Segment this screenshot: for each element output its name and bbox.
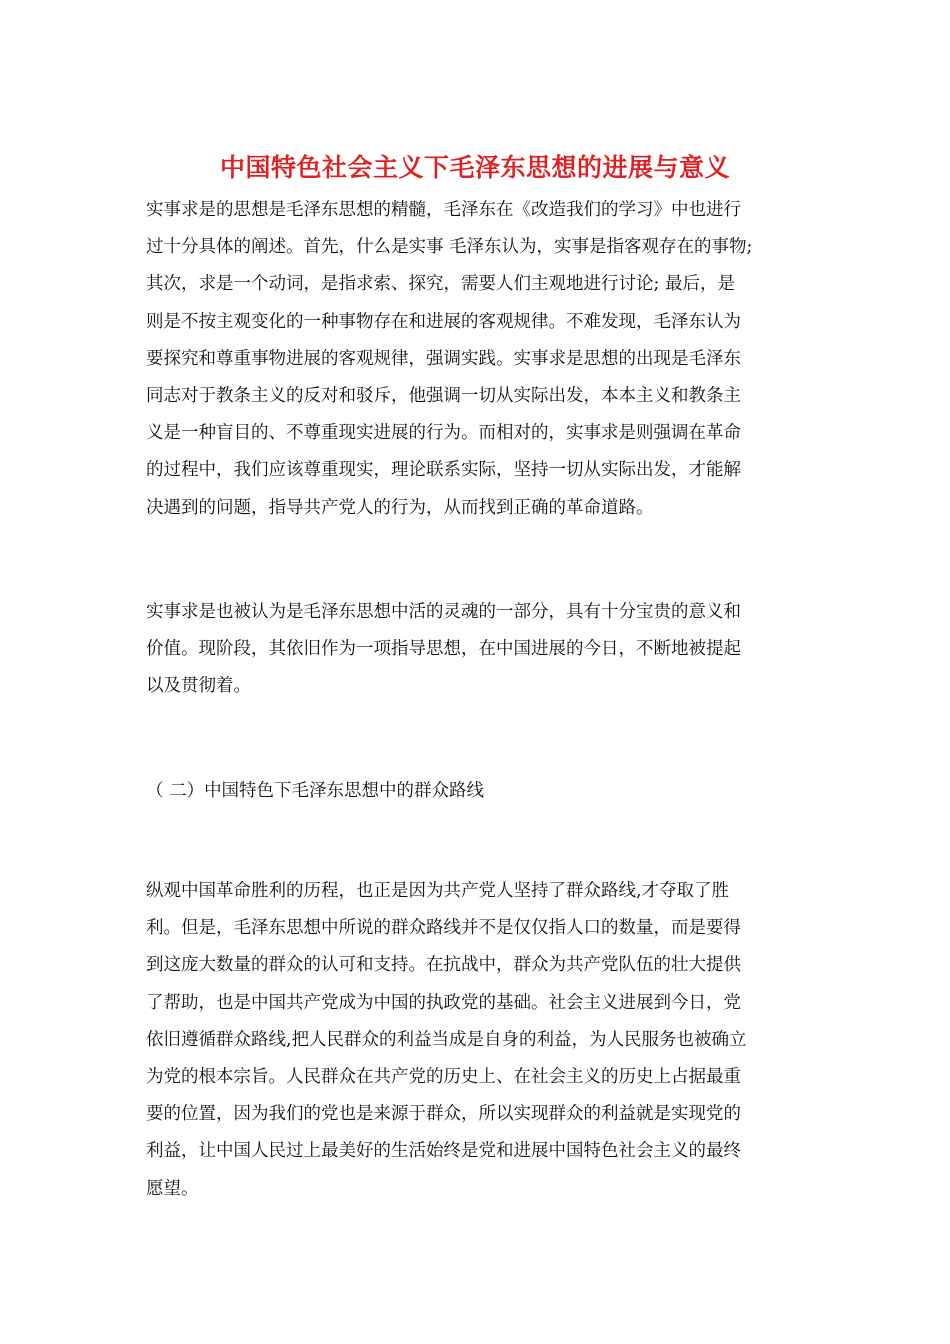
paragraph-2 — [146, 594, 812, 706]
paragraph-line: 到这庞大数量的群众的认可和支持。在抗战中，群众为共产党队伍的壮大提供 — [146, 955, 741, 976]
paragraph-line: 依旧遵循群众路线,把人民群众的利益当成是自身的利益，为人民服务也被确立 — [146, 1029, 747, 1050]
paragraph-line: 为党的根本宗旨。人民群众在共产党的历史上、在社会主义的历史上占据最重 — [146, 1067, 741, 1088]
paragraph-line: 利益，让中国人民过上最美好的生活始终是党和进展中国特色社会主义的最终 — [146, 1141, 741, 1162]
paragraph-line: 实事求是也被认为是毛泽东思想中活的灵魂的一部分，具有十分宝贵的意义和 — [146, 602, 741, 622]
paragraph-line: 的过程中，我们应该尊重现实，理论联系实际，坚持一切从实际出发，才能解 — [146, 460, 741, 481]
paragraph-line: 实事求是的思想是毛泽东思想的精髓，毛泽东在《改造我们的学习》中也进行 — [146, 200, 741, 220]
section-heading-text: （ 二）中国特色下毛泽东思想中的群众路线 — [146, 781, 485, 801]
paragraph-3 — [146, 873, 812, 1208]
paragraph-line: 要探究和尊重事物进展的客观规律，强调实践。实事求是思想的出现是毛泽东 — [146, 348, 741, 369]
paragraph-line: 纵观中国革命胜利的历程，也正是因为共产党人坚持了群众路线,才夺取了胜 — [146, 881, 730, 901]
paragraph-line: 其次，求是一个动词，是指求索、探究，需要人们主观地进行讨论; 最后，是 — [146, 274, 735, 295]
paragraph-line: 则是不按主观变化的一种事物存在和进展的客观规律。不难发现，毛泽东认为 — [146, 311, 741, 332]
paragraph-line: 愿望。 — [146, 1178, 199, 1199]
paragraph-1 — [146, 192, 812, 527]
section-heading — [146, 773, 812, 810]
paragraph-line: 了帮助，也是中国共产党成为中国的执政党的基础。社会主义进展到今日，党 — [146, 992, 741, 1013]
paragraph-line: 义是一种盲目的、不尊重现实进展的行为。而相对的，实事求是则强调在革命 — [146, 423, 741, 444]
document-title: 中国特色社会主义下毛泽东思想的进展与意义 — [219, 153, 730, 182]
paragraph-line: 要的位置，因为我们的党也是来源于群众，所以实现群众的利益就是实现党的 — [146, 1104, 741, 1125]
paragraph-line: 利。但是，毛泽东思想中所说的群众路线并不是仅仅指人口的数量，而是要得 — [146, 918, 741, 939]
paragraph-line: 价值。现阶段，其依旧作为一项指导思想，在中国进展的今日，不断地被提起 — [146, 639, 741, 660]
paragraph-line: 决遇到的问题，指导共产党人的行为，从而找到正确的革命道路。 — [146, 497, 654, 518]
paragraph-line: 以及贯彻着。 — [146, 676, 251, 697]
paragraph-line: 过十分具体的阐述。首先，什么是实事 毛泽东认为，实事是指客观存在的事物; — [146, 237, 753, 258]
paragraph-line: 同志对于教条主义的反对和驳斥，他强调一切从实际出发，本本主义和教条主 — [146, 386, 741, 407]
